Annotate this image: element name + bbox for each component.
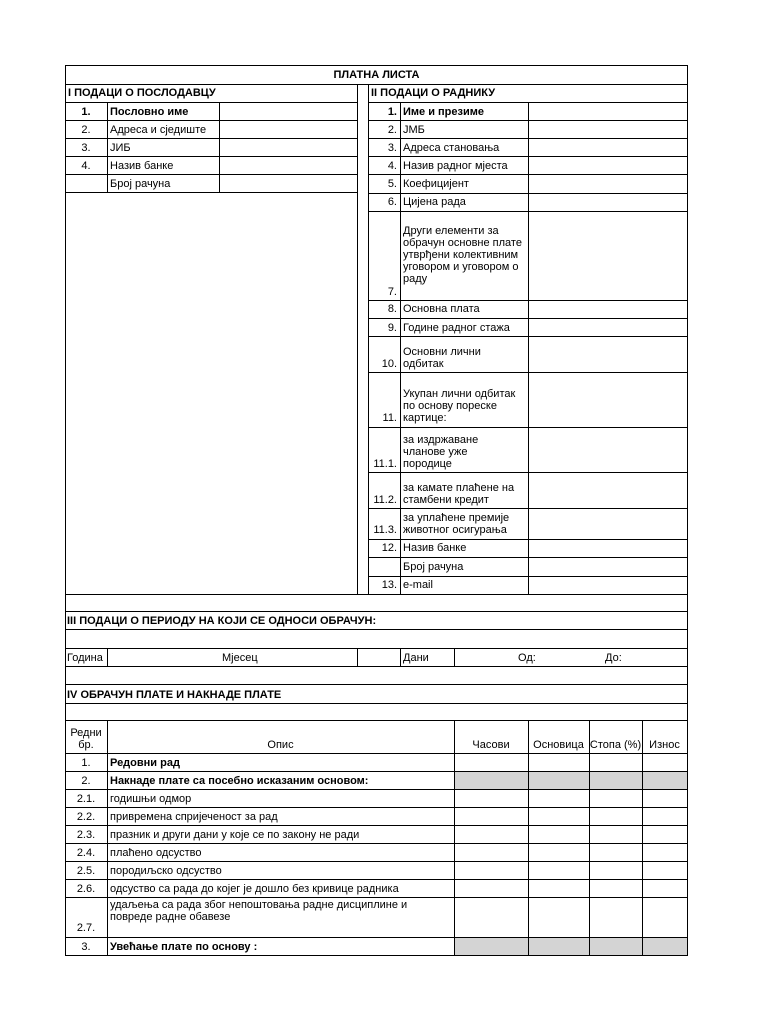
employee-row-number: 11.2.	[373, 494, 397, 506]
employee-row-number: 11.	[382, 412, 397, 424]
calc-row-number: 2.	[81, 775, 91, 787]
employee-row-number: 9.	[387, 322, 397, 334]
employee-row-label: Године радног стажа	[403, 322, 510, 334]
employee-row-number: 2.	[387, 124, 397, 136]
employer-row-number: 3.	[81, 142, 91, 154]
employer-row-number: 2.	[81, 124, 91, 136]
employee-row-label: Укупан лични одбитак по основу пореске картице:	[403, 388, 516, 424]
employee-row-number: 11.1.	[373, 458, 397, 470]
employee-row-number: 1.	[387, 106, 397, 118]
employee-row-number: 13.	[381, 579, 397, 591]
month-label: Мјесец	[222, 652, 258, 664]
employee-row-label: е-mail	[403, 579, 433, 591]
employer-row-label: Назив банке	[110, 160, 174, 172]
calc-row-label: Увећање плате по основу :	[110, 941, 258, 953]
col-base-header: Основица	[533, 739, 584, 751]
calc-row-number: 1.	[81, 757, 91, 769]
section-4-heading: IV ОБРАЧУН ПЛАТЕ И НАКНАДЕ ПЛАТЕ	[67, 689, 282, 701]
employee-row-number: 7.	[387, 286, 397, 298]
employer-row-label: Број рачуна	[110, 178, 171, 190]
employee-row-label: за камате плаћене на стамбени кредит	[403, 482, 515, 506]
section-2-heading: II ПОДАЦИ О РАДНИКУ	[371, 87, 496, 99]
employee-row-label: Основни лични одбитак	[403, 346, 481, 370]
col-number-header: Редни	[70, 727, 102, 739]
col-description-header: Опис	[267, 739, 294, 751]
calc-row-label: привремена спријеченост за рад	[110, 811, 278, 823]
employee-row-label: Назив радног мјеста	[403, 160, 508, 172]
employee-row-label: Број рачуна	[403, 561, 464, 573]
calc-row-label: удаљења са рада због непоштовања радне дисциплине и повреде радне обавезе	[110, 899, 408, 923]
calc-row-number: 3.	[81, 941, 91, 953]
employee-row-label: Други елементи за обрачун основне плате утврђени колективним уговором и уговором о раду	[403, 225, 522, 285]
employee-row-number: 4.	[387, 160, 397, 172]
calc-row-label: плаћено одсуство	[110, 847, 202, 859]
col-rate-header: Стопа (%)	[589, 739, 642, 751]
employer-row-label: Пословно име	[110, 106, 189, 118]
employee-row-label: Адреса становања	[403, 142, 500, 154]
calc-row-number: 2.6.	[76, 883, 96, 895]
calc-row-number: 2.2.	[76, 811, 96, 823]
employer-row-label: Адреса и сједиште	[110, 124, 207, 136]
employee-row-number: 5.	[387, 178, 397, 190]
shaded-cell	[454, 938, 687, 955]
employee-row-label: Основна плата	[403, 303, 480, 315]
calc-row-number: 2.3.	[76, 829, 96, 841]
employer-row-number: 1.	[81, 106, 91, 118]
employer-row-label: ЈИБ	[110, 142, 131, 154]
calc-row-number: 2.7.	[76, 922, 96, 934]
employer-row-number: 4.	[81, 160, 91, 172]
form-title: ПЛАТНА ЛИСТА	[333, 69, 420, 81]
section-3-heading: III ПОДАЦИ О ПЕРИОДУ НА КОЈИ СЕ ОДНОСИ ОБРАЧУН:	[67, 615, 377, 627]
year-label: Година	[67, 652, 103, 664]
calc-row-number: 2.1.	[76, 793, 96, 805]
col-hours-header: Часови	[472, 739, 510, 751]
employee-row-number: 11.3.	[373, 524, 397, 536]
shaded-cell	[454, 772, 687, 789]
calc-row-label: празник и други дани у које се по закону не ради	[110, 829, 360, 841]
calc-row-number: 2.5.	[76, 865, 96, 877]
employee-row-label: за издржаване чланове уже породице	[403, 434, 479, 470]
employee-row-label: ЈМБ	[403, 124, 425, 136]
to-label: До:	[605, 652, 622, 664]
calc-row-label: Накнаде плате са посебно исказаним основом:	[110, 775, 369, 787]
employee-row-label: Назив банке	[403, 542, 467, 554]
employee-row-number: 12.	[381, 542, 397, 554]
employee-row-label: за уплаћене премије животног осигурања	[403, 512, 510, 536]
calc-row-label: породиљско одсуство	[110, 865, 222, 877]
calc-row-label: Редовни рад	[110, 757, 180, 769]
employee-row-label: Коефицијент	[403, 178, 469, 190]
calc-row-label: одсуство са рада до којег је дошло без кривице радника	[110, 883, 399, 895]
col-amount-header: Износ	[649, 739, 680, 751]
employee-row-label: Цијена рада	[403, 196, 466, 208]
calc-row-label: годишњи одмор	[110, 793, 192, 805]
from-label: Од:	[518, 652, 536, 664]
col-number-header: бр.	[78, 739, 94, 751]
employee-row-number: 10.	[381, 358, 397, 370]
section-1-heading: I ПОДАЦИ О ПОСЛОДАВЦУ	[68, 87, 216, 99]
employee-row-number: 3.	[387, 142, 397, 154]
employee-row-label: Име и презиме	[403, 106, 485, 118]
calc-row-number: 2.4.	[76, 847, 96, 859]
employee-row-number: 6.	[387, 196, 397, 208]
employee-row-number: 8.	[387, 303, 397, 315]
days-label: Дани	[403, 652, 429, 664]
